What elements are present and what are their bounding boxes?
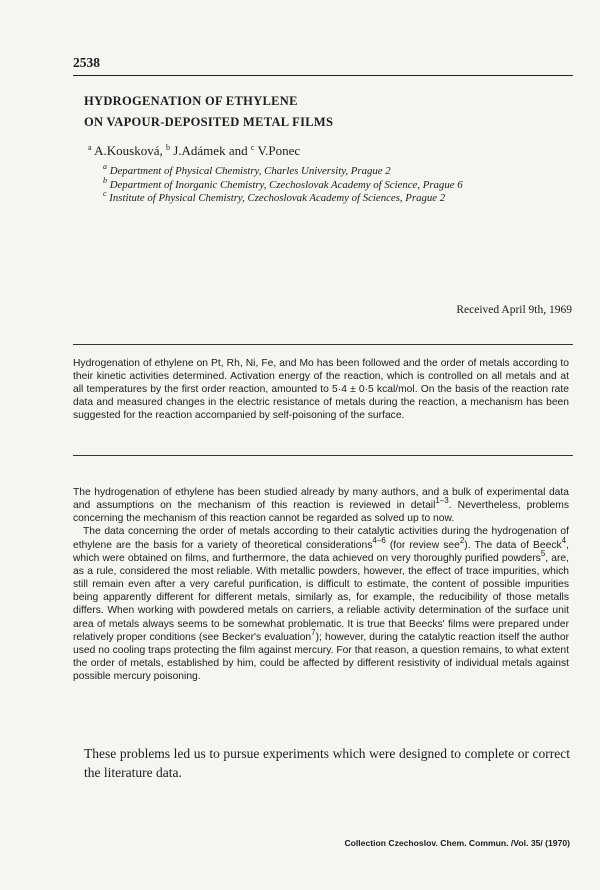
text-run: ); however, during the catalytic reaction itself the author used no cooling traps protecting the film against mercury. For that reason, a question remains, to what extent the order of metals, established by him, could be affected by different resistivity of individual metals against possible mercury poisoning.: [73, 631, 569, 683]
authors: [88, 143, 300, 159]
abstract-top-rule: [73, 344, 573, 345]
affiliation-mark: c: [103, 189, 107, 198]
text-run: , are, as a rule, considered the most reliable. With metallic powders, however, the effect of trace impurities, which still remain even after a very careful purification, is difficult to estimate, the content of possible impurities being apparently different for different metals, similarly as, for example, the reducibility of those metalls differs. When working with powdered metals on carriers, a reliable activity determination of the surface unit area of metals always seems to be somewhat problematic. It is true that Beecks' films were prepared under relatively proper conditions (see Becker's evaluation: [73, 552, 569, 643]
citation: 5: [540, 548, 546, 558]
text-run: (for review see: [385, 539, 460, 551]
text-run: ). The data of Beeck: [464, 539, 562, 551]
abstract-bottom-rule: [73, 455, 573, 456]
affiliation-c: [103, 189, 463, 206]
author-b: J.Adámek: [173, 143, 226, 158]
affiliation-text: Department of Physical Chemistry, Charles University, Prague 2: [109, 165, 391, 177]
abstract-text: Hydrogenation of ethylene on Pt, Rh, Ni, Fe, and Mo has been followed and the order of metals according to their kinetic activities determined. Activation energy of the reaction, which is controlled on all metals and at all temperatures by the first order reaction, amounted to 5·4 ± 0·5 kcal/mol. On the basis of the reaction rate data and measured changes in the electric resistance of metals during the reaction, a mechanism has been suggested for the reaction accompanied by self-poisoning of the surface.: [73, 358, 569, 422]
citation: 7: [311, 627, 316, 637]
affiliation-text: Institute of Physical Chemistry, Czechoslovak Academy of Sciences, Prague 2: [109, 192, 446, 204]
affiliation-text: Department of Inorganic Chemistry, Czechoslovak Academy of Science, Prague 6: [109, 178, 463, 191]
journal-footer: Collection Czechoslov. Chem. Commun. /Vol. 35/ (1970): [344, 838, 570, 848]
author-a: A.Kousková,: [94, 143, 163, 158]
page-number: 2538: [73, 55, 100, 70]
paragraph-2: [73, 525, 569, 683]
author-mark-a: a: [88, 143, 92, 152]
author-c: V.Ponec: [257, 143, 301, 158]
paragraph-3: These problems led us to pursue experiments which were designed to complete or correct the literature data.: [84, 746, 570, 780]
affiliations: [103, 162, 463, 206]
body-text: [73, 486, 569, 683]
author-and: and: [228, 143, 248, 158]
text-run: , which were obtained on films, and furthermore, the data achieved on very thoroughly purified powders: [73, 539, 569, 564]
citation: 1–3: [435, 496, 449, 506]
citation: 4: [561, 535, 567, 545]
title-line-2: ON VAPOUR-DEPOSITED METAL FILMS: [84, 115, 334, 129]
text-run: The hydrogenation of ethylene has been studied already by many authors, and a bulk of experimental data and assumptions on the mechanism of this reaction is reviewed in detail: [73, 487, 569, 512]
title-line-1: HYDROGENATION OF ETHYLENE: [84, 94, 298, 108]
abstract: [73, 357, 569, 422]
affiliation-mark: b: [103, 175, 107, 185]
text-run: . Nevertheless, problems concerning the mechanism of this reaction cannot be regarded as solved up to now.: [73, 500, 569, 525]
header-rule: [73, 75, 573, 76]
text-run: The data concerning the order of metals according to their catalytic activities during the hydrogenation of ethylene are the basis for a variety of theoretical considerations: [73, 526, 569, 551]
author-mark-c: c: [250, 143, 255, 152]
paragraph-1: [73, 486, 569, 525]
affiliation-mark: a: [103, 162, 107, 171]
author-mark-b: b: [165, 143, 170, 152]
closing-paragraph: [84, 744, 570, 782]
affiliation-a: [103, 162, 463, 179]
received-date: Received April 9th, 1969: [456, 304, 572, 316]
paper-title: [84, 91, 564, 133]
citation: 4–6: [372, 535, 386, 545]
affiliation-b: [103, 175, 463, 193]
citation: 2: [459, 535, 465, 545]
